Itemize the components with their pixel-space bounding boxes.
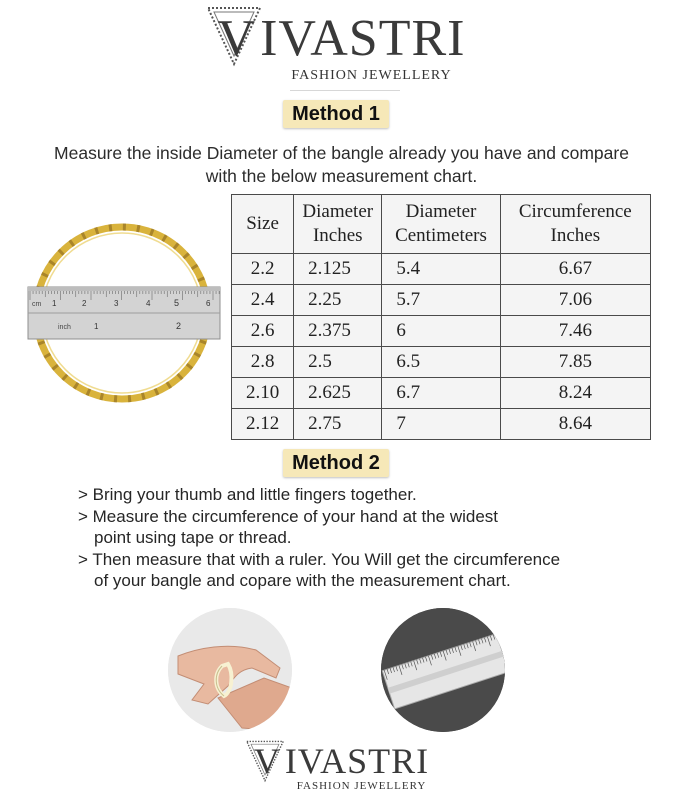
table-row [232, 285, 651, 316]
cell-size: 2.8 [232, 347, 294, 378]
bangle-with-ruler-image [22, 208, 222, 413]
cell-size: 2.10 [232, 378, 294, 409]
brand-tagline: FASHION JEWELLERY [296, 780, 427, 792]
ruler-tick-label: 2 [176, 321, 182, 331]
step-item [78, 549, 668, 592]
measurement-chart-table [231, 194, 651, 440]
instruction-line: Measure the inside Diameter of the bangle already you have and compare [54, 143, 629, 163]
step-text: > Then measure that with a ruler. You Will get the circumference [78, 549, 561, 569]
ruler-tick-label: 1 [52, 299, 57, 308]
ruler-photo [381, 608, 505, 732]
cell-circumference: 7.85 [500, 347, 650, 378]
table-row [232, 347, 651, 378]
step-text-continued: point using tape or thread. [94, 528, 292, 547]
step-item [78, 506, 668, 549]
ruler-tick-label: 1 [94, 322, 99, 331]
cell-diameter-cm: 6 [382, 316, 500, 347]
method-2-steps [78, 484, 668, 592]
ruler-tick-label: 5 [174, 298, 180, 308]
brand-footer [0, 738, 683, 792]
ruler-closeup-icon [381, 608, 505, 732]
cell-size: 2.4 [232, 285, 294, 316]
brand-initial: V [253, 741, 281, 781]
cell-circumference: 7.06 [500, 285, 650, 316]
cell-diameter-in: 2.625 [294, 378, 382, 409]
cell-diameter-cm: 5.7 [382, 285, 500, 316]
table-row [232, 378, 651, 409]
header-diameter-cm: Diameter Centimeters [382, 195, 500, 254]
divider [290, 90, 400, 91]
method-1-badge: Method 1 [283, 100, 389, 128]
brand-name: IVASTRI [284, 741, 430, 781]
cell-diameter-cm: 7 [382, 409, 500, 440]
cell-diameter-in: 2.125 [294, 254, 382, 285]
step-item [78, 484, 668, 506]
brand-header [0, 0, 683, 84]
hand-measuring-photo [168, 608, 292, 732]
method-1-instructions [20, 142, 663, 188]
ruler-tick-label: 2 [82, 299, 87, 308]
brand-logo [254, 738, 429, 784]
cell-diameter-in: 2.25 [294, 285, 382, 316]
cell-diameter-cm: 5.4 [382, 254, 500, 285]
table-header-row [232, 195, 651, 254]
table-row [232, 316, 651, 347]
header-circumference: Circumference Inches [500, 195, 650, 254]
header-size: Size [232, 195, 294, 254]
cell-circumference: 8.24 [500, 378, 650, 409]
ruler-icon [28, 287, 220, 339]
table-row [232, 254, 651, 285]
brand-tagline: FASHION JEWELLERY [291, 68, 452, 83]
cell-diameter-cm: 6.5 [382, 347, 500, 378]
step-text: > Bring your thumb and little fingers together. [78, 485, 417, 504]
ruler-unit-cm: cm [32, 301, 42, 308]
instruction-line: with the below measurement chart. [205, 166, 478, 186]
brand-name: IVASTRI [260, 10, 466, 67]
cell-circumference: 8.64 [500, 409, 650, 440]
step-text: > Measure the circumference of your hand at the widest [78, 506, 499, 526]
table-row [232, 409, 651, 440]
header-diameter-inches: Diameter Inches [294, 195, 382, 254]
cell-size: 2.2 [232, 254, 294, 285]
ruler-tick-label: 6 [206, 299, 211, 308]
method-2-badge: Method 2 [283, 449, 389, 477]
cell-size: 2.12 [232, 409, 294, 440]
ruler-tick-label: 4 [146, 299, 151, 308]
brand-initial: V [217, 10, 257, 67]
step-text-continued: of your bangle and copare with the measurement chart. [94, 571, 511, 590]
cell-diameter-cm: 6.7 [382, 378, 500, 409]
ruler-unit-inch: inch [58, 324, 71, 331]
hand-tape-icon [168, 608, 292, 732]
brand-logo [218, 4, 466, 74]
cell-size: 2.6 [232, 316, 294, 347]
cell-circumference: 6.67 [500, 254, 650, 285]
cell-diameter-in: 2.5 [294, 347, 382, 378]
ruler-tick-label: 3 [114, 299, 119, 308]
cell-diameter-in: 2.75 [294, 409, 382, 440]
cell-diameter-in: 2.375 [294, 316, 382, 347]
cell-circumference: 7.46 [500, 316, 650, 347]
